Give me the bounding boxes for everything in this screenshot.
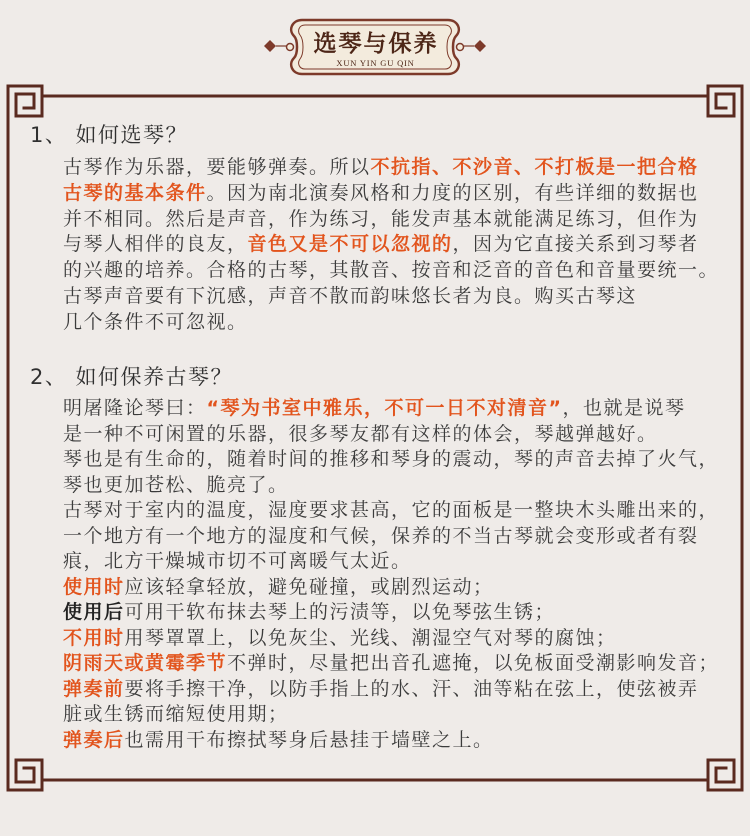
section-2-body: [63, 396, 744, 753]
text-run: 。因为南北演奏风格和力度的区别，有些详细的数据也: [206, 181, 699, 204]
text-run: 是一种不可闲置的乐器，很多琴友都有这样的体会，琴越弹越好。: [63, 422, 658, 445]
text-run: 与琴人相伴的良友，: [63, 233, 248, 256]
highlight-label: 阴雨天或黄霉季节: [63, 652, 228, 675]
text-run: 一个地方有一个地方的湿度和气候，保养的不当古琴就会变形或者有裂: [63, 524, 699, 547]
text-run: 的兴趣的培养。合格的古琴，其散音、按音和泛音的音色和音量要统一。: [63, 259, 720, 282]
text-run: 琴也是有生命的，随着时间的推移和琴身的震动，琴的声音去掉了火气，: [63, 448, 720, 471]
text-run: 也需用干布擦拭琴身后悬挂于墙壁之上。: [124, 728, 494, 751]
highlight-label: 弹奏前: [63, 677, 125, 700]
section-2-line-10: [63, 626, 744, 652]
highlight-run: 不抗指、不沙音、不打板是一把合格: [370, 156, 699, 178]
highlight-label: 使用时: [63, 575, 125, 598]
section-1-line-4: [63, 232, 744, 258]
section-1-line-5: [63, 258, 744, 284]
bold-label: 使用后: [63, 601, 125, 624]
section-2-line-13: [63, 702, 744, 728]
text-run: 可用干软布抹去琴上的污渍等，以免琴弦生锈；: [124, 601, 556, 624]
text-run: 古琴对于室内的温度，湿度要求甚高，它的面板是一整块木头雕出来的，: [63, 499, 720, 522]
text-run: 用琴罩罩上，以免灰尘、光线、潮湿空气对琴的腐蚀；: [124, 626, 617, 649]
section-2-line-5: [63, 498, 744, 524]
section-2-line-9: [63, 600, 744, 626]
text-run: 几个条件不可忽视。: [63, 310, 248, 333]
text-run: 古琴声音要有下沉感，声音不散而韵味悠长者为良。购买古琴这: [63, 285, 638, 308]
section-2-heading: 2、 如何保养古琴？: [30, 365, 234, 389]
section-1-line-2: [63, 181, 744, 207]
section-1-line-1: [63, 155, 744, 181]
section-2-line-1: [63, 396, 744, 422]
text-run: ，因为它直接关系到习琴者: [452, 233, 699, 256]
text-run: 脏或生锈而缩短使用期；: [63, 703, 289, 726]
highlight-quote: “琴为书室中雅乐，不可一日不对清音”: [206, 397, 563, 419]
section-2-line-14: [63, 728, 744, 754]
text-run: 应该轻拿轻放，避免碰撞，或剧烈运动；: [124, 575, 494, 598]
fret-corner-top-right: [708, 86, 742, 126]
section-2-line-2: [63, 422, 744, 448]
page-subtitle: XUN YIN GU QIN: [336, 58, 415, 68]
highlight-run: 音色又是不可以忽视的: [247, 233, 453, 256]
section-2-line-7: [63, 549, 744, 575]
section-2-line-4: [63, 473, 744, 499]
section-2-line-6: [63, 524, 744, 550]
text-run: 要将手擦干净，以防手指上的水、汗、油等粘在弦上，使弦被弄: [124, 677, 699, 700]
section-2-line-3: [63, 447, 744, 473]
text-run: 不弹时，尽量把出音孔遮掩，以免板面受潮影响发音；: [227, 652, 720, 675]
section-1-line-7: [63, 310, 744, 336]
text-run: ，也就是说琴: [562, 397, 686, 419]
section-1-body: [63, 155, 744, 336]
fret-corner-bottom-left: [8, 750, 42, 790]
fret-corner-bottom-right: [708, 750, 742, 790]
text-run: 明屠隆论琴曰：: [63, 397, 207, 419]
section-1-line-3: [63, 207, 744, 233]
text-run: 并不相同。然后是声音，作为练习，能发声基本就能满足练习，但作为: [63, 207, 699, 230]
highlight-run: 古琴的基本条件: [63, 181, 207, 204]
section-2-line-12: [63, 677, 744, 703]
section-1-line-6: [63, 284, 744, 310]
text-run: 琴也更加苍松、脆亮了。: [63, 473, 289, 496]
text-run: 痕，北方干燥城市切不可离暖气太近。: [63, 550, 412, 573]
section-2-line-11: [63, 651, 744, 677]
highlight-label: 不用时: [63, 626, 125, 649]
section-2-line-8: [63, 575, 744, 601]
page-title: 选琴与保养: [313, 30, 439, 57]
text-run: 古琴作为乐器，要能够弹奏。所以: [63, 156, 371, 178]
section-1-heading: 1、 如何选琴？: [30, 123, 189, 147]
highlight-label: 弹奏后: [63, 728, 125, 751]
